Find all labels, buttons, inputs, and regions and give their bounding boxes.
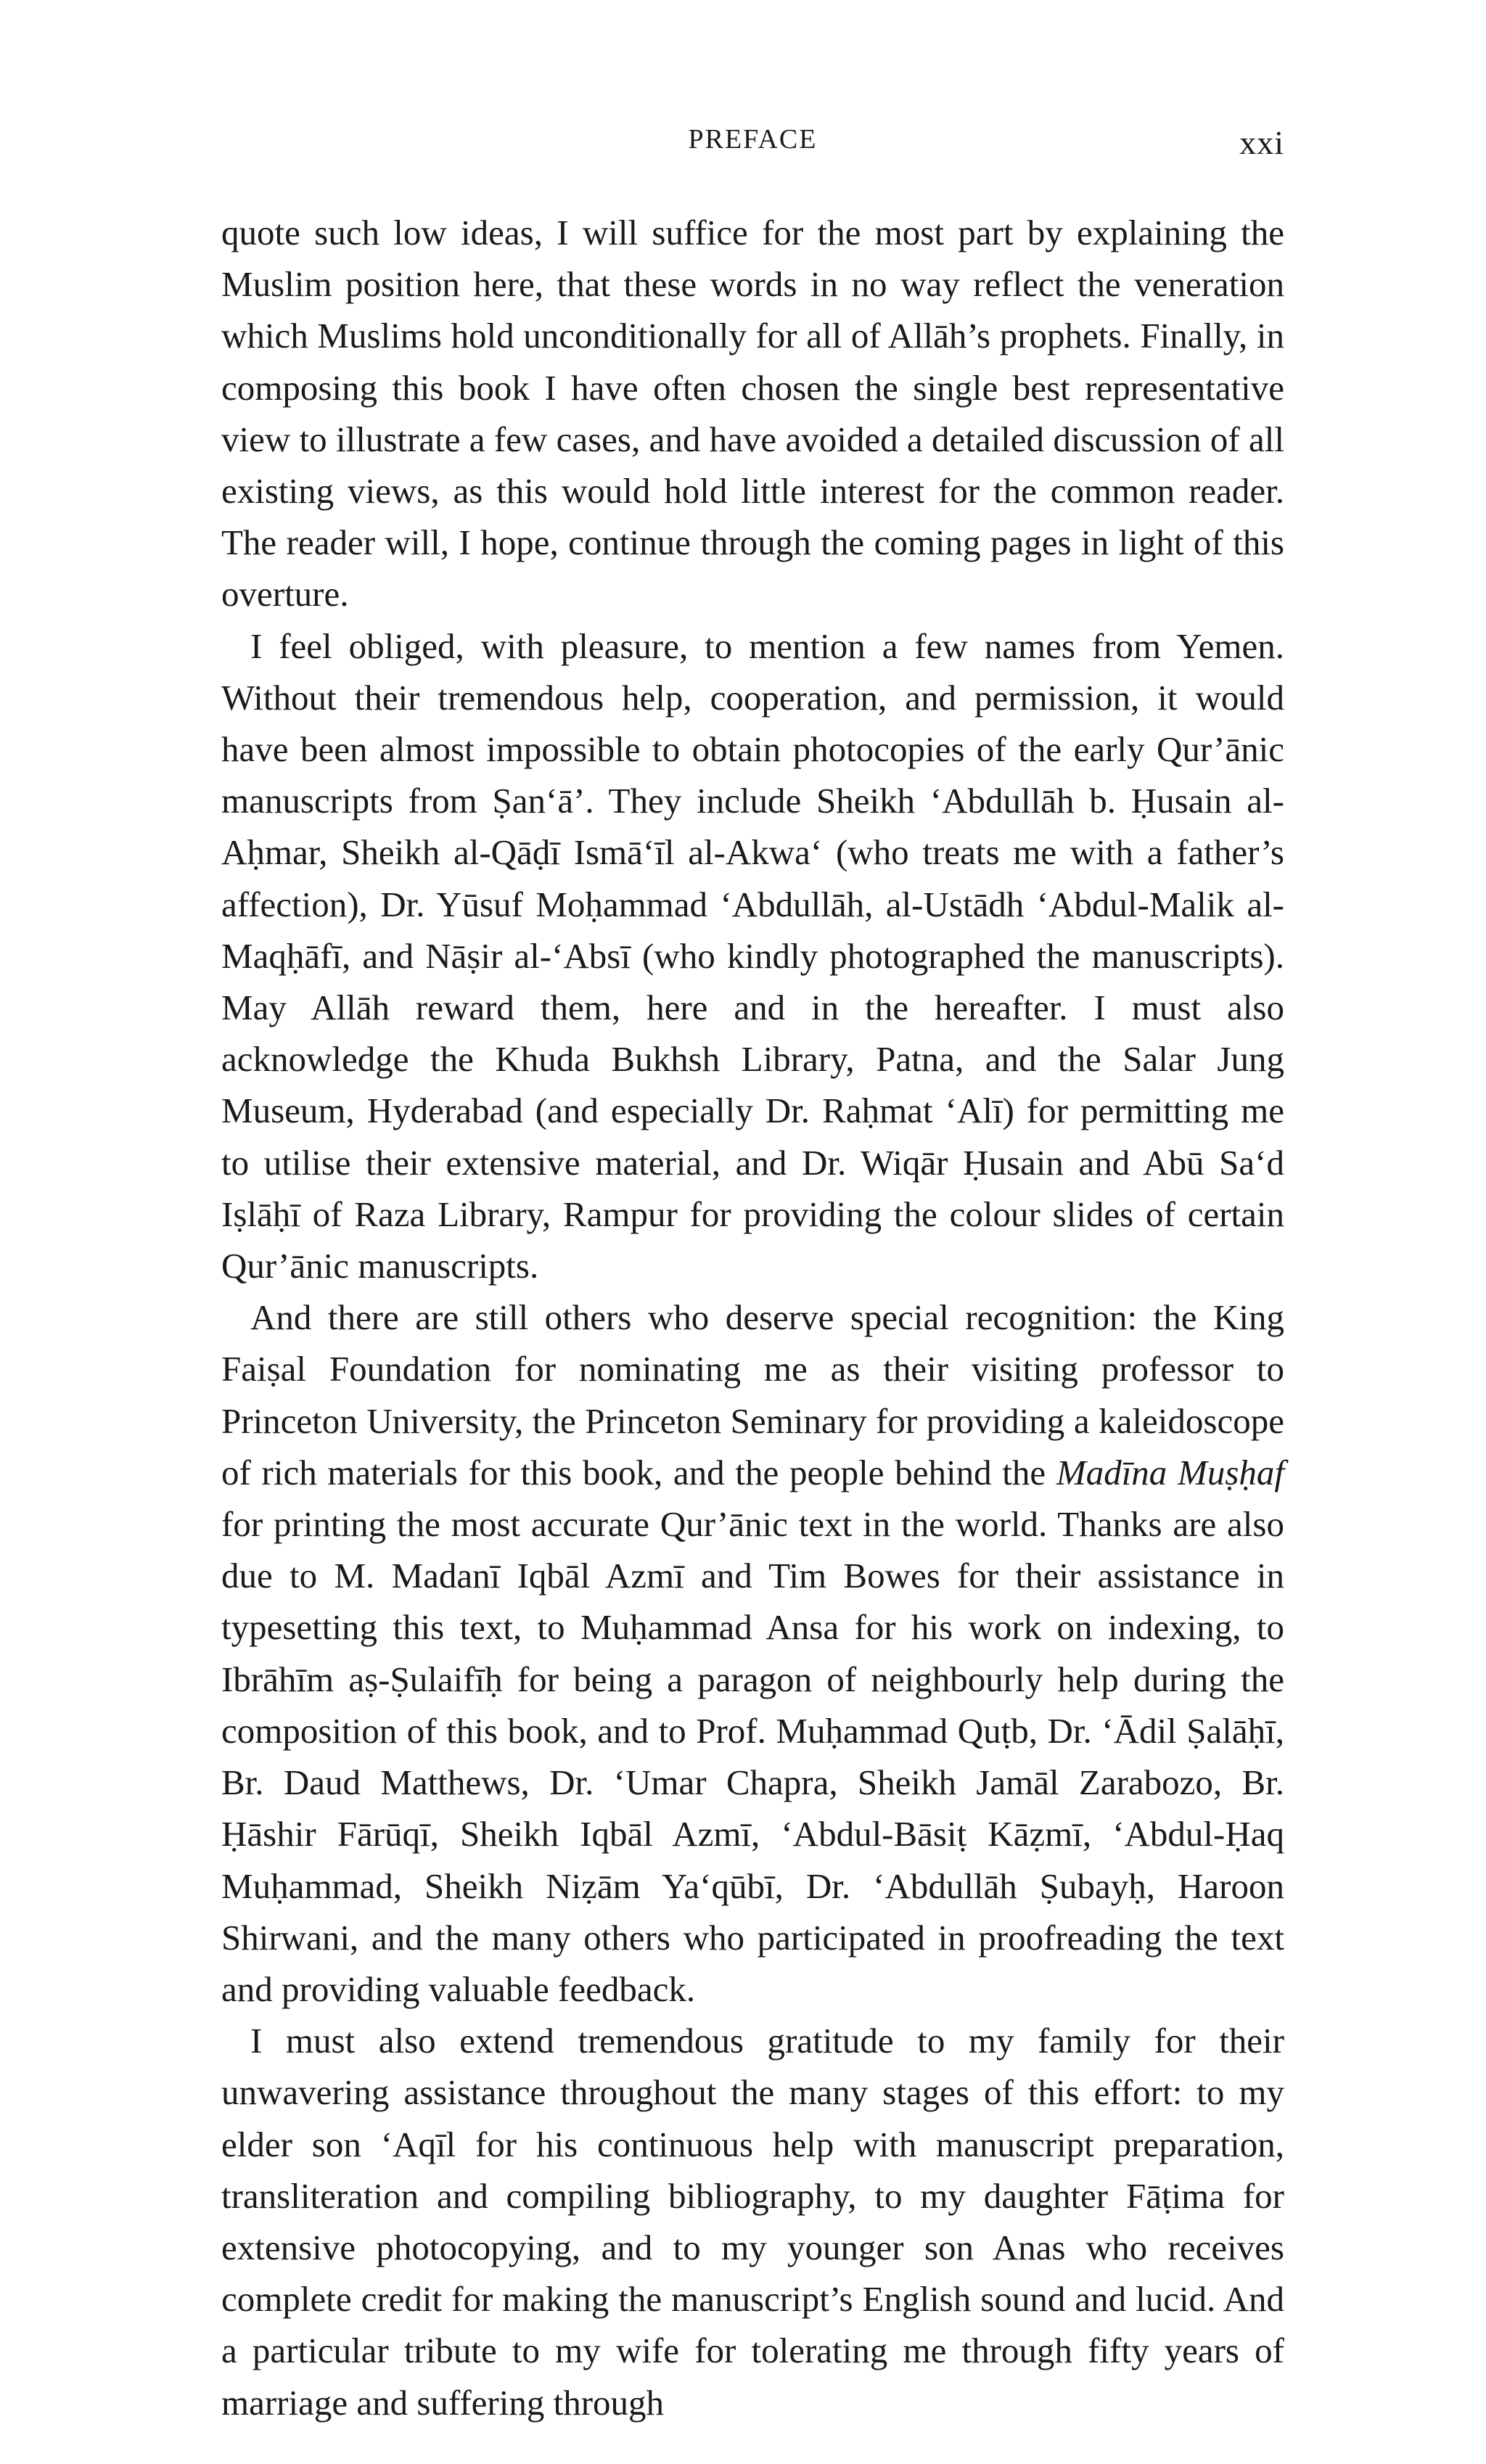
- paragraph-yemen-acknowledgements: I feel obliged, with pleasure, to mention a few names from Yemen. Without their tremendous help, cooperation, and permission, it would have been almost impossible to obtain photocopies of the early Qur’ānic manuscripts from Ṣan‘ā’. They include Sheikh ‘Abdullāh b. Ḥusain al-Aḥmar, Sheikh al-Qāḍī Ismā‘īl al-Akwa‘ (who treats me with a father’s affection), Dr. Yūsuf Moḥammad ‘Abdullāh, al-Ustādh ‘Abdul-Malik al-Maqḥāfī, and Nāṣir al-‘Absī (who kindly photographed the manuscripts). May Allāh reward them, here and in the hereafter. I must also acknowledge the Khuda Bukhsh Library, Patna, and the Salar Jung Museum, Hyderabad (and especially Dr. Raḥmat ‘Alī) for permitting me to utilise their extensive material, and Dr. Wiqār Ḥusain and Abū Sa‘d Iṣlāḥī of Raza Library, Rampur for providing the colour slides of certain Qur’ānic manuscripts.: [221, 625, 1284, 1286]
- page-number: xxi: [1239, 124, 1284, 161]
- running-header: [221, 109, 1284, 160]
- running-title: PREFACE: [688, 124, 818, 155]
- paragraph-continuation: quote such low ideas, I will suffice for the most part by explaining the Muslim position here, that these words in no way reflect the veneration which Muslims hold unconditionally for all of Allāh’s prophets. Finally, in composing this book I have often chosen the single best representative view to illustrate a few cases, and have avoided a detailed discussion of all existing views, as this would hold little interest for the common reader. The reader will, I hope, continue through the coming pages in light of this overture.: [221, 213, 1284, 615]
- body-text: [221, 207, 1284, 2428]
- paragraph-text-after-italic: for printing the most accurate Qur’ānic text in the world. Thanks are also due to M. Madanī Iqbāl Azmī and Tim Bowes for their assistance in typesetting this text, to Muḥammad Ansa for his work on indexing, to Ibrāhīm aṣ-Ṣulaifīḥ for being a paragon of neighbourly help during the composition of this book, and to Prof. Muḥammad Quṭb, Dr. ‘Ādil Ṣalāḥī, Br. Daud Matthews, Dr. ‘Umar Chapra, Sheikh Jamāl Zarabozo, Br. Ḥāshir Fārūqī, Sheikh Iqbāl Azmī, ‘Abdul-Bāsiṭ Kāẓmī, ‘Abdul-Ḥaq Muḥammad, Sheikh Niẓām Ya‘qūbī, Dr. ‘Abdullāh Ṣubayḥ, Haroon Shirwani, and the many others who participated in proofreading the text and providing valuable feedback.: [221, 1504, 1284, 2009]
- paragraph-special-recognition: [221, 1291, 1284, 2015]
- paragraph-text-before-italic: And there are still others who deserve special recognition: the King Faiṣal Foundation for nominating me as their visiting professor to Princeton University, the Princeton Seminary for providing a kaleidoscope of rich materials for this book, and the people behind the: [221, 1297, 1284, 1492]
- paragraph-family-gratitude: I must also extend tremendous gratitude to my family for their unwavering assistance throughout the many stages of this effort: to my elder son ‘Aqīl for his continuous help with manuscript preparation, transliteration and compiling bibliography, to my daughter Fāṭima for extensive photocopying, and to my younger son Anas who receives complete credit for making the manuscript’s English sound and lucid. And a particular tribute to my wife for tolerating me through fifty years of marriage and suffering through: [221, 2021, 1284, 2423]
- italic-title-madina-mushaf: Madīna Muṣḥaf: [1056, 1452, 1285, 1492]
